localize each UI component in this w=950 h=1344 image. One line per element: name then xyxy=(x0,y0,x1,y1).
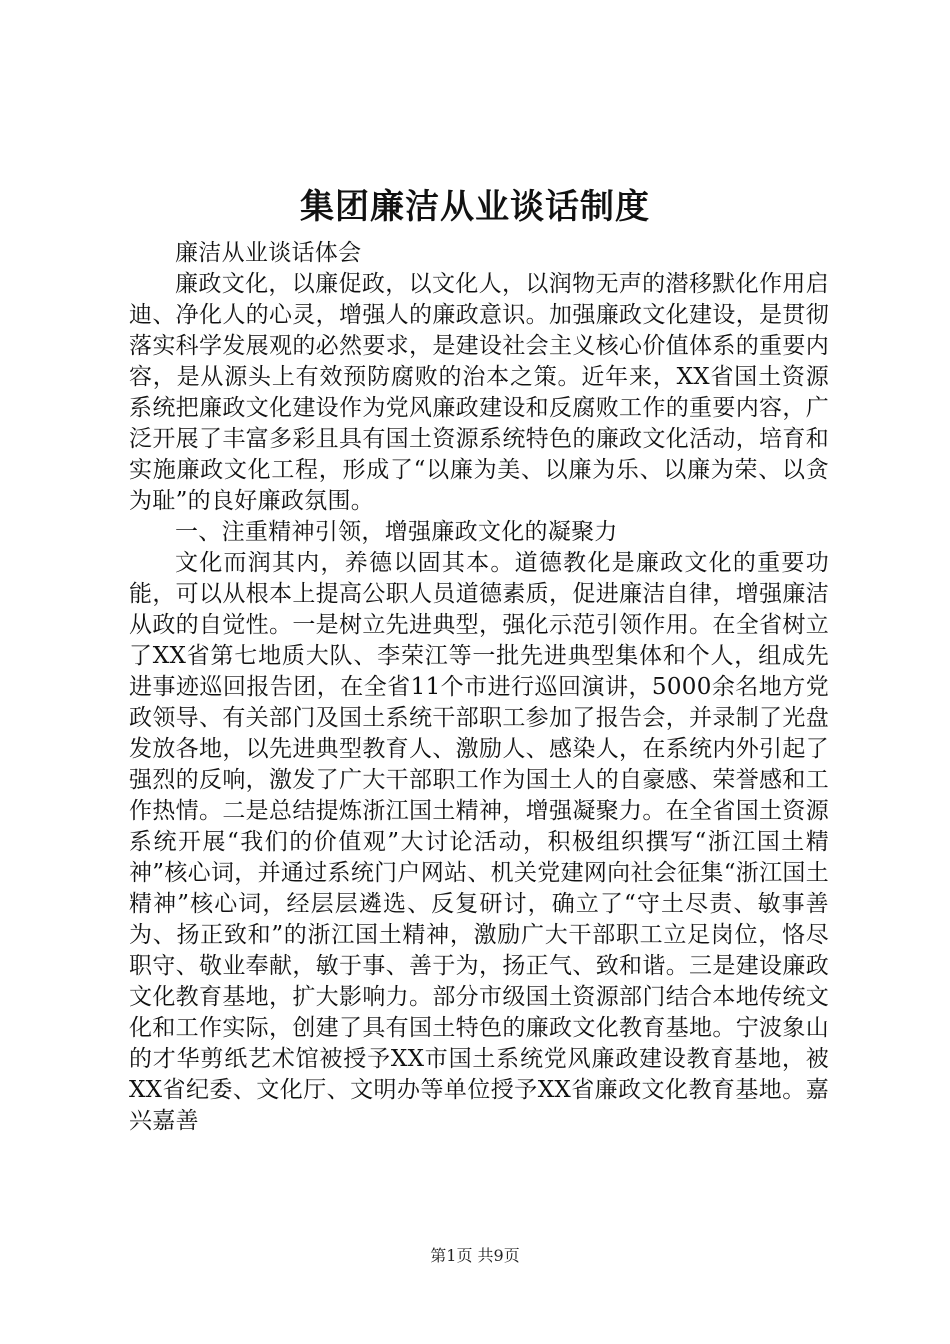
intro-paragraph: 廉政文化，以廉促政，以文化人，以润物无声的潜移默化作用启迪、净化人的心灵，增强人的廉政意识。加强廉政文化建设，是贯彻落实科学发展观的必然要求，是建设社会主义核心价值体系的重要内容，是从源头上有效预防腐败的治本之策。近年来，XX省国土资源系统把廉政文化建设作为党风廉政建设和反腐败工作的重要内容，广泛开展了丰富多彩且具有国土资源系统特色的廉政文化活动，培育和实施廉政文化工程，形成了“以廉为美、以廉为乐、以廉为荣、以贪为耻”的良好廉政氛围。 xyxy=(129,271,829,514)
document-body xyxy=(129,238,829,1137)
page-footer: 第1页 共9页 xyxy=(430,1246,520,1265)
body-paragraph: 文化而润其内，养德以固其本。道德教化是廉政文化的重要功能，可以从根本上提高公职人员道德素质，促进廉洁自律，增强廉洁从政的自觉性。一是树立先进典型，强化示范引领作用。在全省树立了XX省第七地质大队、李荣江等一批先进典型集体和个人，组成先进事迹巡回报告团，在全省11个市进行巡回演讲，5000余名地方党政领导、有关部门及国土系统干部职工参加了报告会，并录制了光盘发放各地，以先进典型教育人、激励人、感染人，在系统内外引起了强烈的反响，激发了广大干部职工作为国土人的自豪感、荣誉感和工作热情。二是总结提炼浙江国土精神，增强凝聚力。在全省国土资源系统开展“我们的价值观”大讨论活动，积极组织撰写“浙江国土精神”核心词，并通过系统门户网站、机关党建网向社会征集“浙江国土精神”核心词，经层层遴选、反复研讨，确立了“守土尽责、敏事善为、扬正致和”的浙江国土精神，激励广大干部职工立足岗位，恪尽职守、敬业奉献，敏于事、善于为，扬正气、致和谐。三是建设廉政文化教育基地，扩大影响力。部分市级国土资源部门结合本地传统文化和工作实际，创建了具有国土特色的廉政文化教育基地。宁波象山的才华剪纸艺术馆被授予XX市国土系统党风廉政建设教育基地，被XX省纪委、文化厅、文明办等单位授予XX省廉政文化教育基地。嘉兴嘉善 xyxy=(129,550,829,1134)
section-heading: 一、注重精神引领，增强廉政文化的凝聚力 xyxy=(175,519,618,545)
subtitle-paragraph: 廉洁从业谈话体会 xyxy=(175,240,362,266)
document-title: 集团廉洁从业谈话制度 xyxy=(300,187,650,227)
